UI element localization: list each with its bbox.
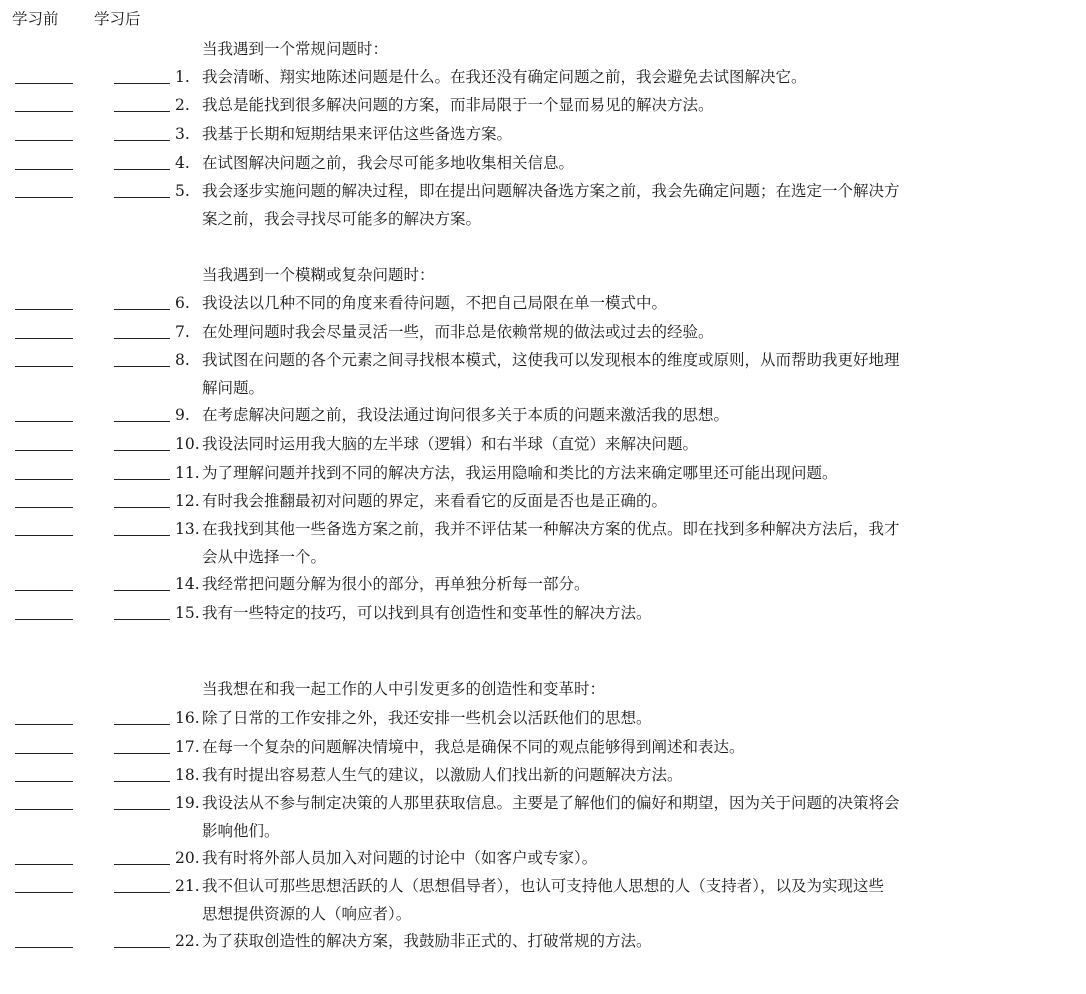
column-header-after: 学习后 xyxy=(94,10,141,28)
item-number: 4. xyxy=(175,154,190,172)
list-item xyxy=(0,790,1086,840)
before-answer-blank[interactable] xyxy=(15,169,73,170)
item-text: 我有时将外部人员加入对问题的讨论中（如客户或专家）。 xyxy=(202,849,598,867)
after-answer-blank[interactable] xyxy=(114,83,170,84)
item-number: 9. xyxy=(175,406,190,424)
item-text: 我总是能找到很多解决问题的方案，而非局限于一个显而易见的解决方法。 xyxy=(202,96,714,114)
item-number: 6. xyxy=(175,294,190,312)
item-text: 在试图解决问题之前，我会尽可能多地收集相关信息。 xyxy=(202,154,575,172)
item-number: 2. xyxy=(175,96,190,114)
list-item xyxy=(0,705,1086,733)
section-heading-routine: 当我遇到一个常规问题时： xyxy=(202,40,389,58)
after-answer-blank[interactable] xyxy=(114,781,170,782)
item-text: 有时我会推翻最初对问题的界定，来看看它的反面是否也是正确的。 xyxy=(202,492,668,510)
item-text: 我设法同时运用我大脑的左半球（逻辑）和右半球（直觉）来解决问题。 xyxy=(202,435,699,453)
after-answer-blank[interactable] xyxy=(114,892,170,893)
after-answer-blank[interactable] xyxy=(114,724,170,725)
item-text: 在处理问题时我会尽量灵活一些，而非总是依赖常规的做法或过去的经验。 xyxy=(202,323,714,341)
list-item xyxy=(0,431,1086,459)
list-item xyxy=(0,319,1086,347)
list-item xyxy=(0,928,1086,956)
after-answer-blank[interactable] xyxy=(114,421,170,422)
item-number: 1. xyxy=(175,68,190,86)
before-answer-blank[interactable] xyxy=(15,197,73,198)
item-text: 我会清晰、翔实地陈述问题是什么。在我还没有确定问题之前，我会避免去试图解决它。 xyxy=(202,68,807,86)
column-header-before: 学习前 xyxy=(12,10,59,28)
before-answer-blank[interactable] xyxy=(15,507,73,508)
item-number: 11. xyxy=(175,464,200,482)
after-answer-blank[interactable] xyxy=(114,507,170,508)
list-item xyxy=(0,178,1086,228)
list-item xyxy=(0,290,1086,318)
item-text: 我会逐步实施问题的解决过程，即在提出问题解决备选方案之前，我会先确定问题；在选定一个解决方 xyxy=(202,182,900,200)
item-number: 18. xyxy=(175,766,200,784)
item-text: 在考虑解决问题之前，我设法通过询问很多关于本质的问题来激活我的思想。 xyxy=(202,406,730,424)
before-answer-blank[interactable] xyxy=(15,781,73,782)
after-answer-blank[interactable] xyxy=(114,590,170,591)
item-number: 17. xyxy=(175,738,200,756)
section-heading-creativity: 当我想在和我一起工作的人中引发更多的创造性和变革时： xyxy=(202,680,606,698)
item-number: 15. xyxy=(175,604,200,622)
item-text-continuation: 会从中选择一个。 xyxy=(202,548,327,566)
item-text: 我不但认可那些思想活跃的人（思想倡导者），也认可支持他人思想的人（支持者），以及为实现这些 xyxy=(202,877,885,895)
before-answer-blank[interactable] xyxy=(15,947,73,948)
item-text: 我有一些特定的技巧，可以找到具有创造性和变革性的解决方法。 xyxy=(202,604,652,622)
before-answer-blank[interactable] xyxy=(15,753,73,754)
after-answer-blank[interactable] xyxy=(114,864,170,865)
item-number: 8. xyxy=(175,351,190,369)
after-answer-blank[interactable] xyxy=(114,366,170,367)
list-item xyxy=(0,150,1086,178)
after-answer-blank[interactable] xyxy=(114,479,170,480)
after-answer-blank[interactable] xyxy=(114,753,170,754)
after-answer-blank[interactable] xyxy=(114,450,170,451)
list-item xyxy=(0,92,1086,120)
item-text: 为了理解问题并找到不同的解决方法，我运用隐喻和类比的方法来确定哪里还可能出现问题。 xyxy=(202,464,838,482)
item-text-continuation: 解问题。 xyxy=(202,379,265,397)
before-answer-blank[interactable] xyxy=(15,140,73,141)
item-number: 12. xyxy=(175,492,200,510)
before-answer-blank[interactable] xyxy=(15,724,73,725)
list-item xyxy=(0,873,1086,923)
list-item xyxy=(0,460,1086,488)
after-answer-blank[interactable] xyxy=(114,535,170,536)
after-answer-blank[interactable] xyxy=(114,169,170,170)
item-text: 我试图在问题的各个元素之间寻找根本模式，这使我可以发现根本的维度或原则，从而帮助我更好地理 xyxy=(202,351,900,369)
after-answer-blank[interactable] xyxy=(114,809,170,810)
item-text: 我有时提出容易惹人生气的建议，以激励人们找出新的问题解决方法。 xyxy=(202,766,683,784)
item-text: 我基于长期和短期结果来评估这些备选方案。 xyxy=(202,125,513,143)
item-number: 7. xyxy=(175,323,190,341)
item-text: 我设法从不参与制定决策的人那里获取信息。主要是了解他们的偏好和期望，因为关于问题的决策将会 xyxy=(202,794,900,812)
before-answer-blank[interactable] xyxy=(15,619,73,620)
item-number: 10. xyxy=(175,435,200,453)
before-answer-blank[interactable] xyxy=(15,83,73,84)
list-item xyxy=(0,571,1086,599)
list-item xyxy=(0,402,1086,430)
item-number: 16. xyxy=(175,709,200,727)
before-answer-blank[interactable] xyxy=(15,338,73,339)
list-item xyxy=(0,516,1086,566)
before-answer-blank[interactable] xyxy=(15,309,73,310)
item-text-continuation: 影响他们。 xyxy=(202,822,280,840)
list-item xyxy=(0,600,1086,628)
list-item xyxy=(0,488,1086,516)
after-answer-blank[interactable] xyxy=(114,338,170,339)
before-answer-blank[interactable] xyxy=(15,421,73,422)
before-answer-blank[interactable] xyxy=(15,366,73,367)
item-text: 除了日常的工作安排之外，我还安排一些机会以活跃他们的思想。 xyxy=(202,709,652,727)
before-answer-blank[interactable] xyxy=(15,892,73,893)
item-number: 22. xyxy=(175,932,200,950)
item-text: 在我找到其他一些备选方案之前，我并不评估某一种解决方案的优点。即在找到多种解决方法后，我才 xyxy=(202,520,900,538)
after-answer-blank[interactable] xyxy=(114,309,170,310)
before-answer-blank[interactable] xyxy=(15,809,73,810)
item-text: 在每一个复杂的问题解决情境中，我总是确保不同的观点能够得到阐述和表达。 xyxy=(202,738,745,756)
item-text-continuation: 案之前，我会寻找尽可能多的解决方案。 xyxy=(202,210,482,228)
item-number: 14. xyxy=(175,575,200,593)
item-number: 5. xyxy=(175,182,190,200)
before-answer-blank[interactable] xyxy=(15,479,73,480)
item-text: 我设法以几种不同的角度来看待问题，不把自己局限在单一模式中。 xyxy=(202,294,668,312)
before-answer-blank[interactable] xyxy=(15,590,73,591)
before-answer-blank[interactable] xyxy=(15,535,73,536)
after-answer-blank[interactable] xyxy=(114,197,170,198)
item-number: 19. xyxy=(175,794,200,812)
after-answer-blank[interactable] xyxy=(114,947,170,948)
after-answer-blank[interactable] xyxy=(114,140,170,141)
item-number: 13. xyxy=(175,520,200,538)
list-item xyxy=(0,734,1086,762)
before-answer-blank[interactable] xyxy=(15,864,73,865)
after-answer-blank[interactable] xyxy=(114,619,170,620)
list-item xyxy=(0,762,1086,790)
item-number: 20. xyxy=(175,849,200,867)
item-number: 3. xyxy=(175,125,190,143)
after-answer-blank[interactable] xyxy=(114,111,170,112)
before-answer-blank[interactable] xyxy=(15,450,73,451)
list-item xyxy=(0,347,1086,397)
before-answer-blank[interactable] xyxy=(15,111,73,112)
list-item xyxy=(0,121,1086,149)
item-text: 为了获取创造性的解决方案，我鼓励非正式的、打破常规的方法。 xyxy=(202,932,652,950)
list-item xyxy=(0,64,1086,92)
section-heading-complex: 当我遇到一个模糊或复杂问题时： xyxy=(202,266,435,284)
list-item xyxy=(0,845,1086,873)
item-number: 21. xyxy=(175,877,200,895)
item-text: 我经常把问题分解为很小的部分，再单独分析每一部分。 xyxy=(202,575,590,593)
item-text-continuation: 思想提供资源的人（响应者）。 xyxy=(202,905,412,923)
